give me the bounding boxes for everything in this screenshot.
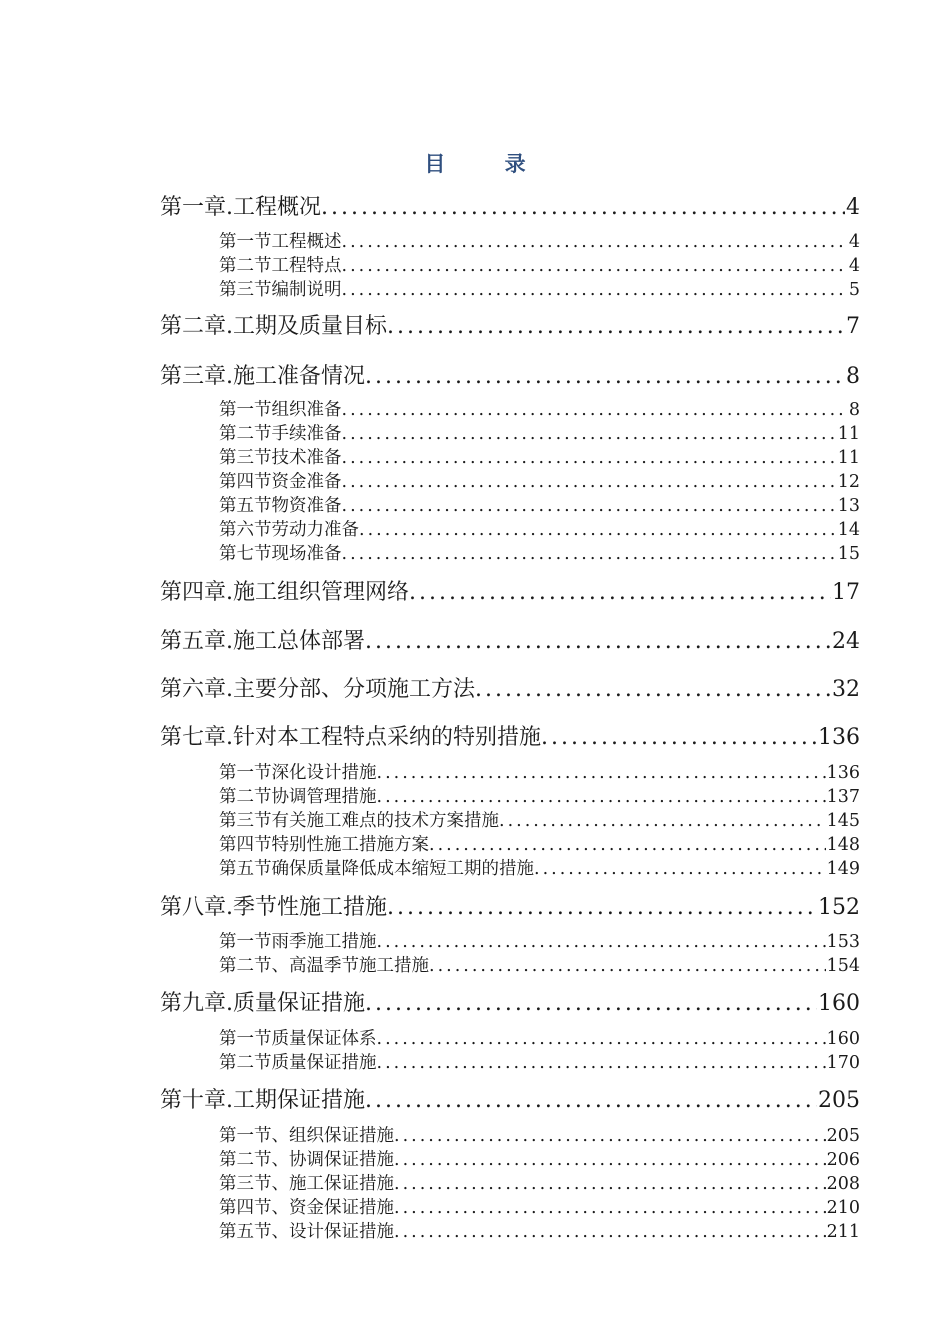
- chapter-title: 季节性施工措施: [233, 895, 388, 920]
- section-number: 第六节: [219, 520, 272, 540]
- toc-section-entry[interactable]: [219, 254, 860, 278]
- toc-chapter-entry[interactable]: [160, 893, 860, 923]
- toc-title: 目 录: [424, 151, 552, 176]
- page-number: 154: [826, 956, 860, 976]
- toc-section-entry[interactable]: [219, 785, 860, 809]
- section-title: 有关施工难点的技术方案措施: [271, 811, 499, 831]
- page-number: 149: [826, 859, 860, 879]
- chapter-title: 施工准备情况: [233, 364, 366, 389]
- page-number: 170: [826, 1053, 860, 1073]
- page-number: 7: [846, 314, 860, 339]
- dot-leader: [342, 542, 837, 566]
- page-number: 11: [837, 448, 860, 468]
- section-number: 第七节: [219, 544, 272, 564]
- section-title: 确保质量降低成本缩短工期的措施: [271, 859, 534, 879]
- chapter-number: 第一章.: [160, 195, 233, 220]
- section-number: 第一节、: [219, 1126, 289, 1146]
- toc-chapter-entry[interactable]: [160, 1086, 860, 1116]
- toc-section-entry[interactable]: [219, 1172, 860, 1196]
- page-number: 145: [826, 811, 860, 831]
- section-number: 第三节: [219, 448, 272, 468]
- chapter-title: 工期及质量目标: [233, 314, 388, 339]
- section-number: 第五节、: [219, 1222, 289, 1242]
- toc-section-entry[interactable]: [219, 761, 860, 785]
- section-number: 第三节、: [219, 1174, 289, 1194]
- dot-leader: [475, 675, 831, 705]
- toc-section-entry[interactable]: [219, 470, 860, 494]
- section-title: 物资准备: [271, 496, 342, 516]
- page-number: 205: [818, 1088, 860, 1113]
- chapter-number: 第六章.: [160, 677, 233, 702]
- toc-section-entry[interactable]: [219, 230, 860, 254]
- section-title: 技术准备: [271, 448, 342, 468]
- toc-section-entry[interactable]: [219, 446, 860, 470]
- chapter-number: 第三章.: [160, 364, 233, 389]
- page-number: 148: [826, 835, 860, 855]
- dot-leader: [365, 362, 845, 392]
- toc-section-entry[interactable]: [219, 398, 860, 422]
- chapter-number: 第八章.: [160, 895, 233, 920]
- dot-leader: [394, 1196, 826, 1220]
- section-number: 第一节: [219, 763, 272, 783]
- dot-leader: [359, 518, 837, 542]
- section-title: 高温季节施工措施: [289, 956, 429, 976]
- section-title: 质量保证体系: [271, 1029, 377, 1049]
- chapter-title: 质量保证措施: [233, 991, 366, 1016]
- toc-chapter-entry[interactable]: [160, 193, 860, 223]
- dot-leader: [365, 989, 817, 1019]
- page-number: 24: [832, 629, 860, 654]
- toc-section-entry[interactable]: [219, 930, 860, 954]
- dot-leader: [377, 1027, 826, 1051]
- dot-leader: [342, 398, 848, 422]
- toc-chapter-entry[interactable]: [160, 627, 860, 657]
- page-number: 205: [826, 1126, 860, 1146]
- page-number: 160: [818, 991, 860, 1016]
- toc-section-entry[interactable]: [219, 1148, 860, 1172]
- section-number: 第二节: [219, 424, 272, 444]
- section-number: 第二节、: [219, 956, 289, 976]
- toc-section-entry[interactable]: [219, 857, 860, 881]
- dot-leader: [342, 446, 837, 470]
- section-number: 第三节: [219, 811, 272, 831]
- dot-leader: [534, 857, 826, 881]
- toc-section-entry[interactable]: [219, 1124, 860, 1148]
- page-number: 210: [826, 1198, 860, 1218]
- toc-chapter-entry[interactable]: [160, 578, 860, 608]
- section-number: 第四节: [219, 835, 272, 855]
- chapter-title: 主要分部、分项施工方法: [233, 677, 476, 702]
- dot-leader: [541, 723, 817, 753]
- page-number: 17: [832, 580, 860, 605]
- section-title: 手续准备: [271, 424, 342, 444]
- page-number: 160: [826, 1029, 860, 1049]
- section-title: 深化设计措施: [271, 763, 377, 783]
- dot-leader: [499, 809, 826, 833]
- section-title: 工程特点: [271, 256, 342, 276]
- page-number: 5: [848, 280, 860, 300]
- section-title: 特别性施工措施方案: [271, 835, 429, 855]
- page-number: 11: [837, 424, 860, 444]
- chapter-title: 工期保证措施: [233, 1088, 366, 1113]
- section-title: 质量保证措施: [271, 1053, 377, 1073]
- dot-leader: [394, 1148, 826, 1172]
- dot-leader: [321, 193, 845, 223]
- page-number: 15: [837, 544, 860, 564]
- toc-section-entry[interactable]: [219, 809, 860, 833]
- toc-section-entry[interactable]: [219, 494, 860, 518]
- section-number: 第二节: [219, 787, 272, 807]
- page-number: 153: [826, 932, 860, 952]
- toc-section-entry[interactable]: [219, 833, 860, 857]
- dot-leader: [342, 422, 837, 446]
- page-number: 152: [818, 895, 860, 920]
- page-number: 12: [837, 472, 860, 492]
- page-number: 211: [826, 1222, 860, 1242]
- chapter-number: 第九章.: [160, 991, 233, 1016]
- dot-leader: [377, 1051, 826, 1075]
- section-title: 组织保证措施: [289, 1126, 394, 1146]
- chapter-title: 施工组织管理网络: [233, 580, 410, 605]
- section-number: 第三节: [219, 280, 272, 300]
- toc-section-entry[interactable]: [219, 1027, 860, 1051]
- dot-leader: [342, 254, 848, 278]
- chapter-title: 工程概况: [233, 195, 322, 220]
- section-number: 第四节: [219, 472, 272, 492]
- toc-section-entry[interactable]: [219, 954, 860, 978]
- section-number: 第一节: [219, 400, 272, 420]
- dot-leader: [365, 627, 831, 657]
- page-number: 137: [826, 787, 860, 807]
- dot-leader: [342, 470, 837, 494]
- dot-leader: [387, 312, 845, 342]
- section-title: 资金准备: [271, 472, 342, 492]
- section-number: 第二节: [219, 1053, 272, 1073]
- page-number: 8: [848, 400, 860, 420]
- toc-chapter-entry[interactable]: [160, 989, 860, 1019]
- page-number: 8: [846, 364, 860, 389]
- section-title: 现场准备: [271, 544, 342, 564]
- section-title: 设计保证措施: [289, 1222, 394, 1242]
- section-title: 施工保证措施: [289, 1174, 394, 1194]
- dot-leader: [365, 1086, 817, 1116]
- toc-section-entry[interactable]: [219, 422, 860, 446]
- section-title: 协调保证措施: [289, 1150, 394, 1170]
- dot-leader: [429, 954, 826, 978]
- page-number: 136: [826, 763, 860, 783]
- section-number: 第二节: [219, 256, 272, 276]
- section-title: 编制说明: [271, 280, 342, 300]
- dot-leader: [429, 833, 826, 857]
- dot-leader: [377, 761, 826, 785]
- toc-section-entry[interactable]: [219, 518, 860, 542]
- chapter-title: 针对本工程特点采纳的特别措施: [233, 725, 542, 750]
- toc-chapter-entry[interactable]: [160, 723, 860, 753]
- section-number: 第一节: [219, 1029, 272, 1049]
- toc-section-entry[interactable]: [219, 1196, 860, 1220]
- toc-section-entry[interactable]: [219, 542, 860, 566]
- page-number: 13: [837, 496, 860, 516]
- page-number: 32: [832, 677, 860, 702]
- section-title: 工程概述: [271, 232, 342, 252]
- section-title: 协调管理措施: [271, 787, 377, 807]
- dot-leader: [394, 1172, 826, 1196]
- section-number: 第五节: [219, 496, 272, 516]
- section-number: 第四节、: [219, 1198, 289, 1218]
- section-number: 第二节、: [219, 1150, 289, 1170]
- chapter-title: 施工总体部署: [233, 629, 366, 654]
- page-number: 4: [848, 256, 860, 276]
- toc-chapter-entry[interactable]: [160, 362, 860, 392]
- section-number: 第一节: [219, 932, 272, 952]
- dot-leader: [409, 578, 831, 608]
- dot-leader: [342, 230, 848, 254]
- dot-leader: [377, 930, 826, 954]
- chapter-number: 第五章.: [160, 629, 233, 654]
- section-number: 第五节: [219, 859, 272, 879]
- page-number: 136: [818, 725, 860, 750]
- chapter-number: 第七章.: [160, 725, 233, 750]
- section-title: 组织准备: [271, 400, 342, 420]
- dot-leader: [387, 893, 817, 923]
- section-title: 劳动力准备: [271, 520, 359, 540]
- section-number: 第一节: [219, 232, 272, 252]
- dot-leader: [377, 785, 826, 809]
- dot-leader: [342, 494, 837, 518]
- page-number: 206: [826, 1150, 860, 1170]
- toc-section-entry[interactable]: [219, 278, 860, 302]
- toc-section-entry[interactable]: [219, 1220, 860, 1244]
- dot-leader: [394, 1124, 826, 1148]
- dot-leader: [394, 1220, 826, 1244]
- toc-chapter-entry[interactable]: [160, 312, 860, 342]
- toc-section-entry[interactable]: [219, 1051, 860, 1075]
- page-number: 4: [848, 232, 860, 252]
- dot-leader: [342, 278, 848, 302]
- section-title: 资金保证措施: [289, 1198, 394, 1218]
- toc-chapter-entry[interactable]: [160, 675, 860, 705]
- chapter-number: 第二章.: [160, 314, 233, 339]
- page-number: 14: [837, 520, 860, 540]
- page-number: 4: [846, 195, 860, 220]
- section-title: 雨季施工措施: [271, 932, 377, 952]
- chapter-number: 第十章.: [160, 1088, 233, 1113]
- chapter-number: 第四章.: [160, 580, 233, 605]
- page-number: 208: [826, 1174, 860, 1194]
